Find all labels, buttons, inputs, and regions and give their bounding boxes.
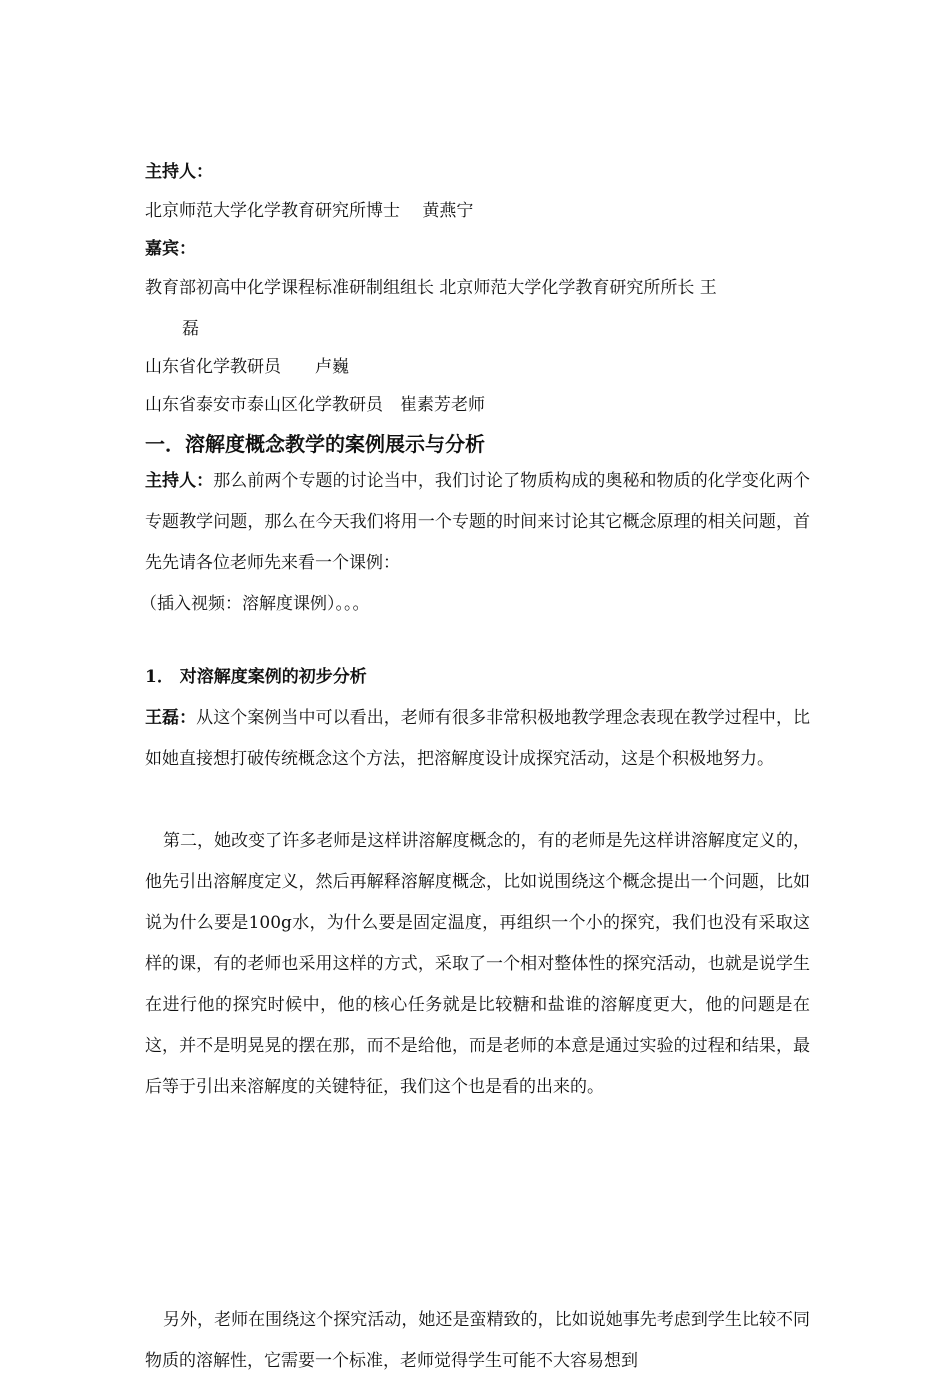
host-line: 北京师范大学化学教育研究所博士 黄燕宁	[145, 201, 474, 221]
paragraph-wanglei-2: 第二，她改变了许多老师是这样讲溶解度概念的，有的老师是先这样讲溶解度定义的，他先引出溶解度定义，然后再解释溶解度概念，比如说围绕这个概念提出一个问题，比如说为什么要是100g水，为什么要是固定温度，再组织一个小的探究，我们也没有采取这样的课，有的老师也采用这样的方式，采取了一个相对整体性的探究活动，也就是说学生在进行他的探究时候中，他的核心任务就是比较糖和盐谁的溶解度更大，他的问题是在这，并不是明晃晃的摆在那，而不是给他，而是老师的本意是通过实验的过程和结果，最后等于引出来溶解度的关键特征，我们这个也是看的出来的。	[145, 831, 810, 1097]
video-insert-note: （插入视频：溶解度课例）。。。	[140, 594, 370, 614]
paragraph-text: 那么前两个专题的讨论当中，我们讨论了物质构成的奥秘和物质的化学变化两个专题教学问题，那么在今天我们将用一个专题的时间来讨论其它概念原理的相关问题，首先先请各位老师先来看一个课例：	[145, 471, 811, 573]
speaker-label: 主持人：	[145, 471, 214, 491]
section1-title: 一．溶解度概念教学的案例展示与分析	[145, 432, 485, 456]
speaker-label: 王磊：	[145, 708, 197, 728]
guest1-line2: 磊	[182, 319, 199, 339]
guest3-line: 山东省泰安市泰山区化学教研员 崔素芳老师	[145, 395, 485, 415]
paragraph-wanglei-3: 另外，老师在围绕这个探究活动，她还是蛮精致的，比如说她事先考虑到学生比较不同物质的溶解性，它需要一个标准，老师觉得学生可能不大容易想到	[145, 1310, 810, 1371]
guest-label: 嘉宾：	[145, 239, 196, 259]
paragraph-wanglei-1	[145, 698, 810, 780]
guest2-line: 山东省化学教研员 卢巍	[145, 357, 349, 377]
host-label: 主持人：	[145, 162, 213, 182]
guest1-line1: 教育部初高中化学课程标准研制组组长 北京师范大学化学教育研究所所长 王	[145, 278, 717, 298]
paragraph-text: 从这个案例当中可以看出，老师有很多非常积极地教学理念表现在教学过程中，比如她直接想打破传统概念这个方法，把溶解度设计成探究活动，这是个积极地努力。	[145, 708, 811, 769]
subsection1-title: 1． 对溶解度案例的初步分析	[145, 667, 367, 687]
paragraph-host-intro	[145, 461, 810, 584]
